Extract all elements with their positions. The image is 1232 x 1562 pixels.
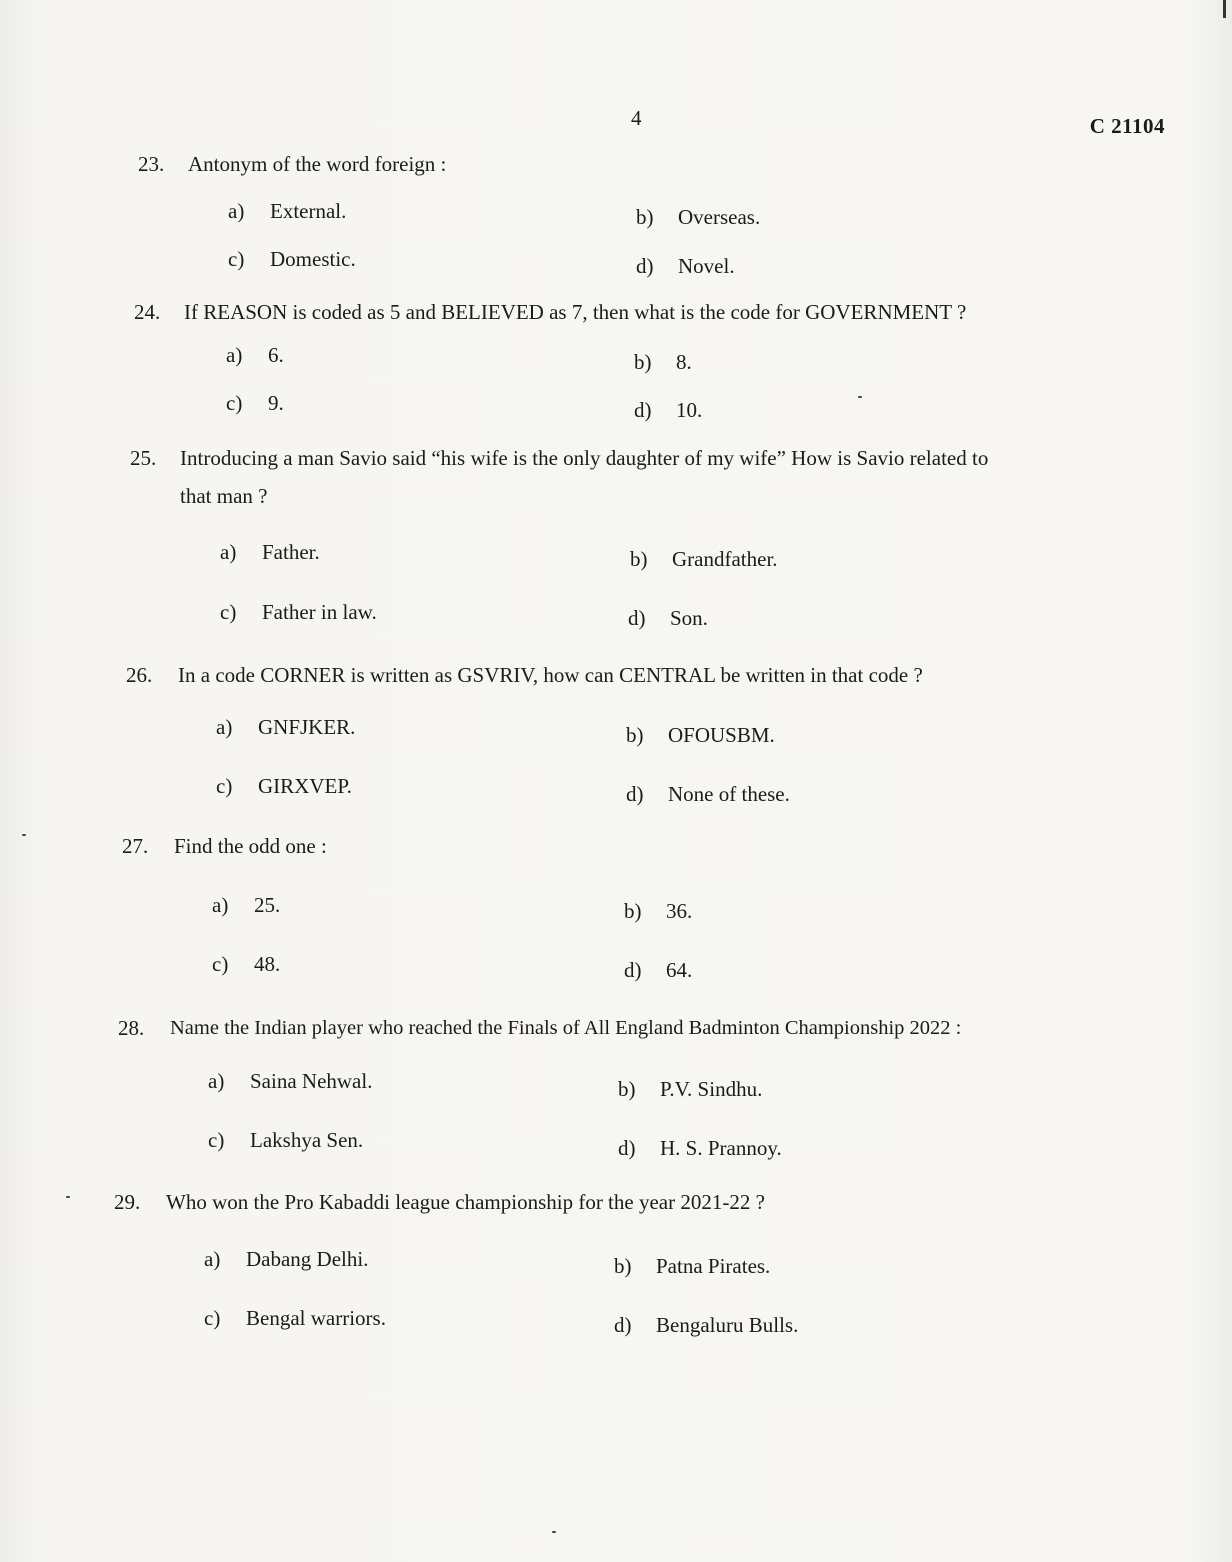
- option-c: c) Domestic.: [228, 247, 356, 271]
- option-b: b) 8.: [634, 350, 692, 374]
- option-d: d) Bengaluru Bulls.: [614, 1313, 799, 1337]
- option-c: c) GIRXVEP.: [216, 774, 352, 798]
- question-number: 29.: [114, 1190, 141, 1214]
- question-number: 27.: [122, 834, 149, 858]
- question-text-line2: that man ?: [180, 484, 268, 508]
- option-b: b) Grandfather.: [630, 547, 778, 571]
- option-a: a) 25.: [212, 893, 281, 917]
- option-b: b) Patna Pirates.: [614, 1254, 771, 1278]
- option-b: b) Overseas.: [636, 205, 761, 229]
- scan-edge-mark: [1223, 0, 1226, 18]
- scan-speck: [22, 834, 26, 836]
- option-b: b) 36.: [624, 899, 693, 923]
- question-number: 23.: [138, 152, 165, 176]
- question-number: 26.: [126, 663, 153, 687]
- question-text: If REASON is coded as 5 and BELIEVED as 7, then what is the code for GOVERNMENT ?: [184, 300, 967, 324]
- paper-code: C 21104: [1089, 114, 1165, 138]
- option-d: d) 10.: [634, 398, 703, 422]
- question-text: Antonym of the word foreign :: [188, 152, 447, 176]
- option-d: d) 64.: [624, 958, 693, 982]
- option-a: a) 6.: [226, 343, 284, 367]
- question-text: In a code CORNER is written as GSVRIV, how can CENTRAL be written in that code ?: [178, 663, 923, 687]
- page-number: 4: [631, 106, 642, 130]
- option-c: c) 48.: [212, 952, 281, 976]
- option-a: a) External.: [228, 199, 347, 223]
- option-d: d) None of these.: [626, 782, 790, 806]
- question-number: 28.: [118, 1016, 145, 1040]
- option-c: c) Lakshya Sen.: [208, 1128, 364, 1152]
- option-c: c) Father in law.: [220, 600, 377, 624]
- option-a: a) Dabang Delhi.: [204, 1247, 369, 1271]
- option-d: d) Novel.: [636, 254, 735, 278]
- question-text: Introducing a man Savio said “his wife is the only daughter of my wife” How is Savio related to: [180, 446, 989, 470]
- question-text: Who won the Pro Kabaddi league championship for the year 2021-22 ?: [166, 1190, 765, 1214]
- option-b: b) OFOUSBM.: [626, 723, 775, 747]
- option-d: d) H. S. Prannoy.: [618, 1136, 782, 1160]
- option-c: c) Bengal warriors.: [204, 1306, 386, 1330]
- scan-speck: [552, 1531, 556, 1533]
- option-d: d) Son.: [628, 606, 708, 630]
- scan-speck: [858, 396, 862, 398]
- option-a: a) Father.: [220, 540, 320, 564]
- option-a: a) GNFJKER.: [216, 715, 356, 739]
- question-text: Find the odd one :: [174, 834, 327, 858]
- option-b: b) P.V. Sindhu.: [618, 1077, 763, 1101]
- scan-speck: [66, 1196, 70, 1198]
- question-text: Name the Indian player who reached the Finals of All England Badminton Championship 2022 :: [170, 1017, 962, 1039]
- question-number: 24.: [134, 300, 161, 324]
- option-a: a) Saina Nehwal.: [208, 1069, 373, 1093]
- question-number: 25.: [130, 446, 157, 470]
- option-c: c) 9.: [226, 391, 284, 415]
